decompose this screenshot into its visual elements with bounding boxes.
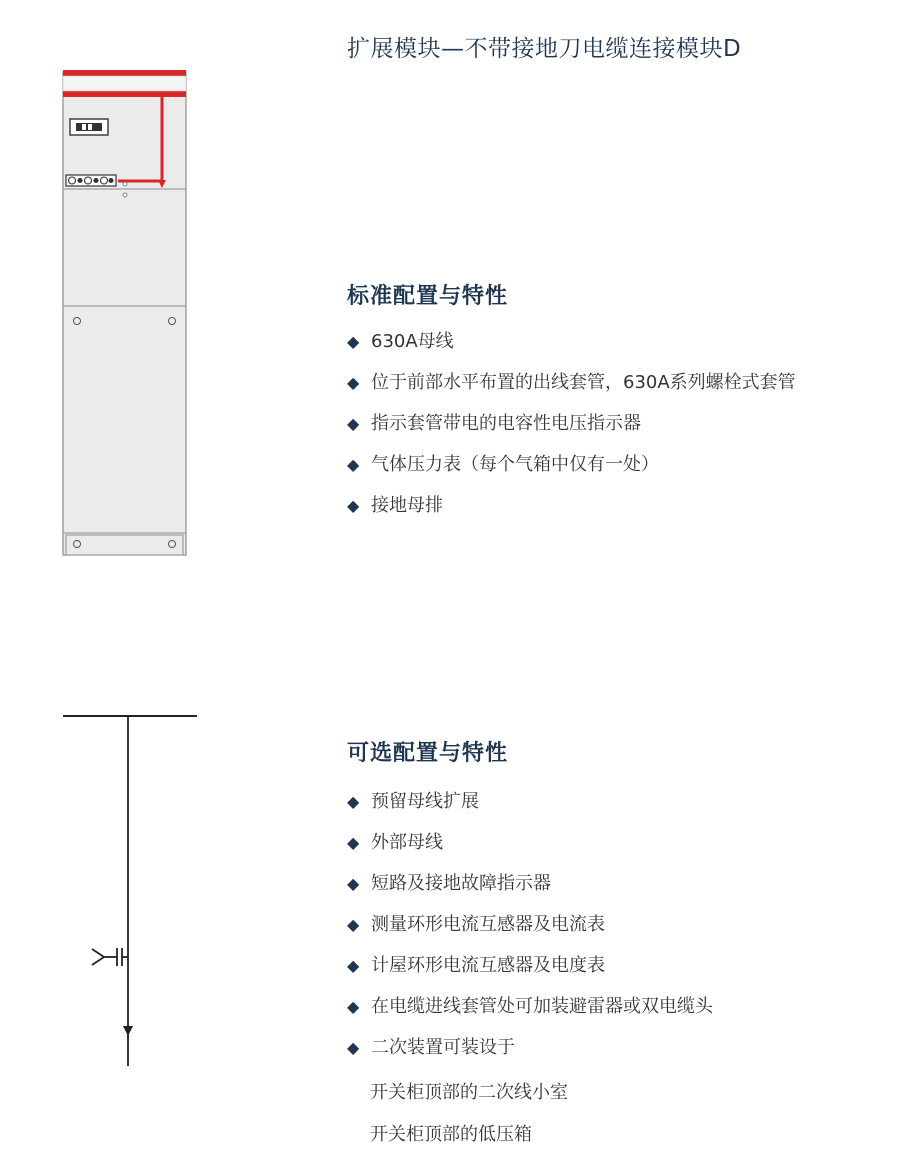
sub-list-item: 开关柜顶部的二次线小室 (370, 1082, 568, 1103)
voltage-indicator-icon (92, 948, 128, 966)
diamond-bullet-icon: ◆ (347, 997, 360, 1016)
list-item: ◆ 在电缆进线套管处可加装避雷器或双电缆头 (347, 996, 713, 1017)
cabinet-top-red-bar (63, 70, 186, 76)
sub-list-item: 开关柜顶部的低压箱 (370, 1124, 532, 1145)
list-item: ◆ 630A母线 (347, 331, 454, 352)
cabinet-base (66, 535, 183, 555)
diamond-bullet-icon: ◆ (347, 414, 360, 433)
diamond-bullet-icon: ◆ (347, 1038, 360, 1057)
cable-arrow-icon (123, 1026, 133, 1036)
list-item: ◆ 短路及接地故障指示器 (347, 873, 551, 894)
list-item: ◆ 计屋环形电流互感器及电度表 (347, 955, 605, 976)
diamond-bullet-icon: ◆ (347, 874, 360, 893)
single-line-diagram (0, 700, 260, 1080)
diamond-bullet-icon: ◆ (347, 792, 360, 811)
diamond-bullet-icon: ◆ (347, 332, 360, 351)
page-title: 扩展模块—不带接地刀电缆连接模块D (347, 36, 742, 62)
list-item: ◆ 气体压力表（每个气箱中仅有一处） (347, 454, 659, 475)
standard-config-list (347, 331, 796, 536)
optional-config-list (347, 791, 713, 1078)
standard-config-heading: 标准配置与特性 (347, 284, 509, 309)
diamond-bullet-icon: ◆ (347, 833, 360, 852)
list-item: ◆ 指示套管带电的电容性电压指示器 (347, 413, 641, 434)
diamond-bullet-icon: ◆ (347, 373, 360, 392)
cabinet-body (63, 72, 186, 555)
list-item: ◆ 预留母线扩展 (347, 791, 479, 812)
cabinet-busbar-red-bar (63, 91, 186, 97)
list-item: ◆ 测量环形电流互感器及电流表 (347, 914, 605, 935)
list-item: ◆ 接地母排 (347, 495, 443, 516)
list-item: ◆ 位于前部水平布置的出线套管，630A系列螺栓式套管 (347, 372, 796, 393)
diamond-bullet-icon: ◆ (347, 956, 360, 975)
diamond-bullet-icon: ◆ (347, 915, 360, 934)
diamond-bullet-icon: ◆ (347, 455, 360, 474)
optional-config-heading: 可选配置与特性 (347, 741, 509, 766)
list-item: ◆ 二次装置可装设于 (347, 1037, 515, 1058)
diamond-bullet-icon: ◆ (347, 496, 360, 515)
list-item: ◆ 外部母线 (347, 832, 443, 853)
